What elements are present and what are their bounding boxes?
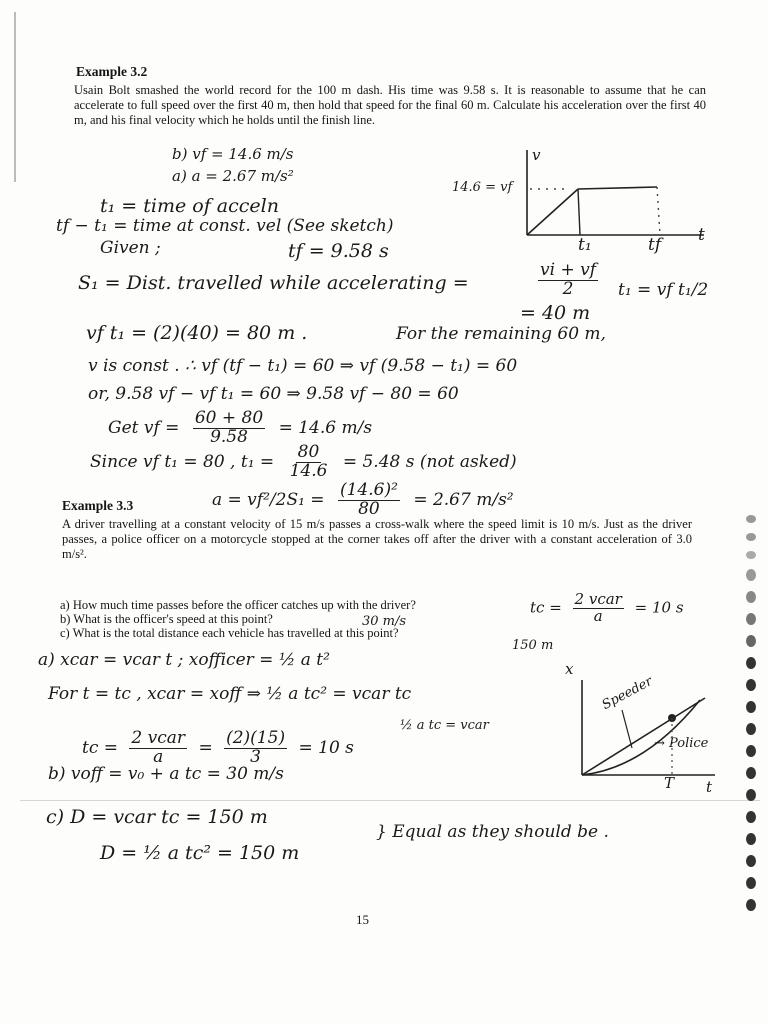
- line6-prefix: a = vf²/2S₁ =: [212, 489, 325, 510]
- page-edge-shadow: [14, 12, 16, 182]
- ex32-t1-definition: t₁ = time of acceln: [100, 195, 279, 217]
- example-3-2-problem: Usain Bolt smashed the world record for the 100 m dash. His time was 9.58 s. It is reasonable to assume that he can accelerate to full speed over the first 40 m, then hold that speed for the final 60 m. Calculate his acceleration over the first 40 m, and his final velocity which he holds until the finish line.: [74, 83, 706, 127]
- ans-a-denominator: a: [593, 606, 603, 625]
- example-3-3-heading: Example 3.3: [62, 498, 134, 513]
- ex33-solution-c-note: } Equal as they should be .: [376, 822, 609, 842]
- ex33-solution-a4: [82, 730, 354, 767]
- line4-denominator: 9.58: [210, 426, 248, 447]
- ex33-question-c: c) What is the total distance each vehicle has travelled at this point?: [60, 626, 399, 640]
- ex33-answer-c: 150 m: [512, 638, 554, 653]
- ex32-s1-value: = 40 m: [520, 302, 591, 324]
- ex32-answer-b: b) vf = 14.6 m/s: [172, 145, 294, 163]
- ex33-answer-b: 30 m/s: [362, 614, 407, 629]
- ex32-s1-definition: S₁ = Dist. travelled while accelerating =: [78, 272, 469, 294]
- ans-a-result: = 10 s: [634, 598, 684, 617]
- ex32-line-2: v is const . ∴ vf (tf − t₁) = 60 ⇒ vf (9.58 − t₁) = 60: [88, 356, 518, 376]
- sol-a4-denominator-2: 3: [250, 746, 261, 767]
- ex32-line-1b: For the remaining 60 m,: [396, 324, 606, 344]
- t1-marker-line: [578, 189, 580, 235]
- ex32-s1-tail: t₁ = vf t₁/2: [618, 280, 709, 300]
- ex32-tf-definition: tf − t₁ = time at const. vel (See sketch): [56, 216, 394, 236]
- sol-a4-numerator-2: (2)(15): [226, 728, 286, 748]
- graph-t-axis-label: t: [698, 225, 705, 245]
- example-3-3-problem: A driver travelling at a constant velocity of 15 m/s passes a cross-walk where the speed limit is 10 m/s. Just as the driver passes, a police officer on a motorcycle stopped at the corner takes off after the driver with a constant acceleration of 3.0 m/s².: [62, 517, 692, 561]
- sol-a4-numerator-1: 2 vcar: [131, 728, 186, 748]
- ex33-question-a: a) How much time passes before the officer catches up with the driver?: [60, 598, 416, 612]
- speeder-pointer: [622, 710, 632, 748]
- line6-result: = 2.67 m/s²: [413, 489, 514, 510]
- page-number: 15: [356, 912, 369, 927]
- acceleration-segment: [527, 189, 578, 235]
- sol-a4-prefix: tc =: [82, 737, 119, 758]
- line5-numerator: 80: [297, 442, 320, 462]
- s1-fraction-denominator: 2: [562, 278, 574, 299]
- ex33-solution-a1: a) xcar = vcar t ; xofficer = ½ a t²: [38, 650, 330, 670]
- ans-a-prefix: tc =: [530, 598, 562, 617]
- line4-numerator: 60 + 80: [194, 408, 264, 428]
- ex33-solution-a3: ½ a tc = vcar: [400, 718, 489, 733]
- line5-prefix: Since vf t₁ = 80 , t₁ =: [90, 451, 275, 472]
- ex33-solution-c2: D = ½ a tc² = 150 m: [100, 842, 300, 864]
- ex32-given-value: tf = 9.58 s: [288, 240, 389, 262]
- line6-denominator: 80: [358, 498, 380, 519]
- ex32-s1-fraction: [538, 262, 598, 299]
- tf-marker-line: [657, 187, 660, 235]
- ex33-answer-a: [530, 592, 684, 625]
- graph-vf-label: 14.6 = vf: [452, 180, 513, 195]
- graph-x-axis-label: x: [565, 660, 574, 678]
- ex33-solution-b: b) voff = v₀ + a tc = 30 m/s: [48, 764, 284, 784]
- example-3-2-heading: Example 3.2: [76, 64, 148, 79]
- ex32-line-5: [90, 444, 517, 481]
- graph-T-label: T: [664, 774, 675, 792]
- sol-a4-denominator-1: a: [153, 746, 164, 767]
- graph-v-axis-label: v: [532, 146, 541, 164]
- ex33-solution-a2: For t = tc , xcar = xoff ⇒ ½ a tc² = vcar tc: [48, 684, 412, 704]
- line5-result: = 5.48 s (not asked): [342, 451, 517, 472]
- line4-result: = 14.6 m/s: [278, 417, 373, 438]
- line5-denominator: 14.6: [289, 460, 328, 481]
- ex33-solution-c1: c) D = vcar tc = 150 m: [46, 806, 268, 828]
- ex33-question-b: b) What is the officer's speed at this point?: [60, 612, 273, 626]
- ex32-line-6: [212, 482, 514, 519]
- ex32-given-label: Given ;: [100, 238, 161, 258]
- line4-prefix: Get vf =: [108, 417, 180, 438]
- graph-t1-label: t₁: [578, 235, 592, 255]
- sol-a4-equals: =: [198, 737, 213, 758]
- ans-a-numerator: 2 vcar: [574, 590, 622, 608]
- graph-t-axis-label-2: t: [706, 778, 713, 796]
- graph-speeder-label: Speeder: [599, 674, 656, 713]
- s1-fraction-numerator: vi + vf: [540, 260, 596, 280]
- page-fold-line: [20, 800, 760, 801]
- graph-tf-label: tf: [648, 235, 662, 255]
- sol-a4-result: = 10 s: [298, 737, 354, 758]
- ex32-line-4: [108, 410, 372, 447]
- ex32-line-1: vf t₁ = (2)(40) = 80 m .: [86, 322, 308, 344]
- constant-velocity-segment: [578, 187, 657, 189]
- spiral-binding: [746, 515, 760, 921]
- graph-police-label: → Police: [654, 736, 709, 751]
- ex32-line-3: or, 9.58 vf − vf t₁ = 60 ⇒ 9.58 vf − 80 = 60: [88, 384, 459, 404]
- line6-numerator: (14.6)²: [339, 480, 398, 500]
- ex32-answer-a: a) a = 2.67 m/s²: [172, 167, 294, 185]
